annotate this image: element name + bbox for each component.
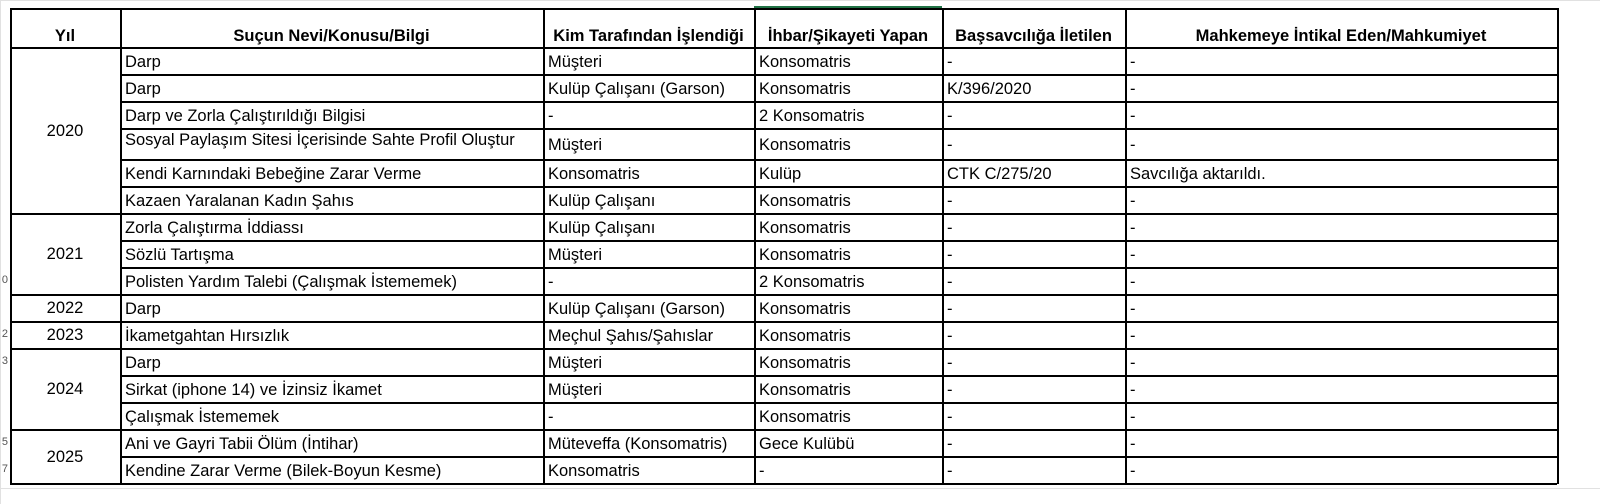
cell-sucun-nevi[interactable]: Çalışmak İstememek (125, 408, 280, 426)
cell-bassavcilik[interactable]: - (947, 136, 953, 154)
cell-mahkeme[interactable]: Savcılığa aktarıldı. (1130, 165, 1266, 183)
gridline (0, 0, 1, 504)
cell-ihbar[interactable]: Konsomatris (759, 192, 851, 210)
cell-sucun-nevi[interactable]: Darp (125, 80, 161, 98)
cell-ihbar[interactable]: Kulüp (759, 165, 802, 183)
column-border (1125, 8, 1127, 484)
cell-ihbar[interactable]: Konsomatris (759, 53, 851, 71)
header-bottom-border (10, 47, 1557, 49)
column-border (754, 8, 756, 484)
cell-bassavcilik[interactable]: - (947, 192, 953, 210)
row-border (120, 483, 1557, 485)
cell-bassavcilik[interactable]: - (947, 327, 953, 345)
cell-ihbar[interactable]: Konsomatris (759, 408, 851, 426)
column-border (10, 8, 12, 484)
header-kim-tarafindan[interactable]: Kim Tarafından İşlendiği (553, 27, 744, 45)
cell-kim[interactable]: Kulüp Çalışanı (Garson) (548, 300, 725, 318)
year-cell[interactable]: 2021 (46, 245, 84, 263)
year-border (10, 483, 120, 485)
header-ihbar[interactable]: İhbar/Şikayeti Yapan (767, 27, 929, 45)
cell-sucun-nevi[interactable]: Darp (125, 300, 161, 318)
cell-ihbar[interactable]: 2 Konsomatris (759, 107, 865, 125)
cell-kim[interactable]: Müşteri (548, 246, 603, 264)
cell-bassavcilik[interactable]: CTK C/275/20 (947, 165, 1052, 183)
cell-bassavcilik[interactable]: - (947, 273, 953, 291)
header-sucun-nevi[interactable]: Suçun Nevi/Konusu/Bilgi (233, 27, 430, 45)
cell-ihbar[interactable]: Konsomatris (759, 300, 851, 318)
cell-sucun-nevi[interactable]: Sosyal Paylaşım Sitesi İçerisinde Sahte Profil Oluştur (125, 131, 515, 149)
cell-mahkeme[interactable]: - (1130, 219, 1136, 237)
cell-mahkeme[interactable]: - (1130, 435, 1136, 453)
row-number: 3 (1, 355, 8, 367)
cell-kim[interactable]: Müşteri (548, 53, 603, 71)
cell-kim[interactable]: - (548, 408, 554, 426)
gridline (0, 488, 1600, 489)
cell-sucun-nevi[interactable]: Kendi Karnındaki Bebeğine Zarar Verme (125, 165, 422, 183)
cell-sucun-nevi[interactable]: Polisten Yardım Talebi (Çalışmak İstememek) (125, 273, 457, 291)
cell-kim[interactable]: Konsomatris (548, 462, 640, 480)
cell-bassavcilik[interactable]: - (947, 300, 953, 318)
cell-bassavcilik[interactable]: - (947, 462, 953, 480)
cell-ihbar[interactable]: Konsomatris (759, 381, 851, 399)
cell-bassavcilik[interactable]: - (947, 246, 953, 264)
column-border (120, 8, 122, 484)
row-number: 0 (1, 274, 8, 286)
cell-kim[interactable]: - (548, 107, 554, 125)
cell-mahkeme[interactable]: - (1130, 354, 1136, 372)
cell-sucun-nevi[interactable]: Darp (125, 354, 161, 372)
row-number: 5 (1, 436, 8, 448)
cell-bassavcilik[interactable]: - (947, 219, 953, 237)
cell-mahkeme[interactable]: - (1130, 408, 1136, 426)
cell-bassavcilik[interactable]: - (947, 107, 953, 125)
cell-bassavcilik[interactable]: - (947, 408, 953, 426)
cell-sucun-nevi[interactable]: İkametgahtan Hırsızlık (125, 327, 290, 345)
cell-sucun-nevi[interactable]: Kazaen Yaralanan Kadın Şahıs (125, 192, 354, 210)
cell-bassavcilik[interactable]: - (947, 435, 953, 453)
cell-sucun-nevi[interactable]: Sözlü Tartışma (125, 246, 234, 264)
column-border (543, 8, 545, 484)
row-number: 7 (1, 463, 8, 475)
column-border (942, 8, 944, 484)
header-yil[interactable]: Yıl (54, 27, 76, 45)
cell-bassavcilik[interactable]: - (947, 354, 953, 372)
cell-kim[interactable]: Meçhul Şahıs/Şahıslar (548, 327, 714, 345)
year-cell[interactable]: 2025 (46, 448, 84, 466)
cell-ihbar[interactable]: Gece Kulübü (759, 435, 855, 453)
cell-ihbar[interactable]: 2 Konsomatris (759, 273, 865, 291)
column-border (1557, 8, 1559, 484)
cell-bassavcilik[interactable]: - (947, 381, 953, 399)
cell-mahkeme[interactable]: - (1130, 80, 1136, 98)
header-mahkemeye[interactable]: Mahkemeye İntikal Eden/Mahkumiyet (1195, 27, 1487, 45)
year-cell[interactable]: 2023 (46, 326, 84, 344)
cell-bassavcilik[interactable]: K/396/2020 (947, 80, 1032, 98)
year-cell[interactable]: 2022 (46, 299, 84, 317)
cell-mahkeme[interactable]: - (1130, 107, 1136, 125)
gridline (0, 0, 1600, 1)
cell-mahkeme[interactable]: - (1130, 327, 1136, 345)
cell-kim[interactable]: Kulüp Çalışanı (Garson) (548, 80, 725, 98)
cell-kim[interactable]: Müşteri (548, 354, 603, 372)
cell-mahkeme[interactable]: - (1130, 273, 1136, 291)
cell-kim[interactable]: Kulüp Çalışanı (548, 219, 656, 237)
cell-mahkeme[interactable]: - (1130, 136, 1136, 154)
cell-mahkeme[interactable]: - (1130, 192, 1136, 210)
year-cell[interactable]: 2024 (46, 380, 84, 398)
cell-sucun-nevi[interactable]: Ani ve Gayri Tabii Ölüm (İntihar) (125, 435, 359, 453)
cell-bassavcilik[interactable]: - (947, 53, 953, 71)
cell-mahkeme[interactable]: - (1130, 381, 1136, 399)
year-cell[interactable]: 2020 (46, 122, 84, 140)
cell-kim[interactable]: Müteveffa (Konsomatris) (548, 435, 728, 453)
cell-mahkeme[interactable]: - (1130, 462, 1136, 480)
cell-kim[interactable]: - (548, 273, 554, 291)
cell-sucun-nevi[interactable]: Darp ve Zorla Çalıştırıldığı Bilgisi (125, 107, 366, 125)
cell-ihbar[interactable]: Konsomatris (759, 219, 851, 237)
cell-mahkeme[interactable]: - (1130, 300, 1136, 318)
cell-kim[interactable]: Müşteri (548, 136, 603, 154)
cell-ihbar[interactable]: - (759, 462, 765, 480)
cell-ihbar[interactable]: Konsomatris (759, 80, 851, 98)
cell-kim[interactable]: Müşteri (548, 381, 603, 399)
cell-mahkeme[interactable]: - (1130, 53, 1136, 71)
cell-ihbar[interactable]: Konsomatris (759, 354, 851, 372)
cell-sucun-nevi[interactable]: Kendine Zarar Verme (Bilek-Boyun Kesme) (125, 462, 442, 480)
cell-ihbar[interactable]: Konsomatris (759, 246, 851, 264)
cell-kim[interactable]: Kulüp Çalışanı (548, 192, 656, 210)
row-number: 2 (1, 328, 8, 340)
header-top-border (10, 8, 1557, 10)
cell-ihbar[interactable]: Konsomatris (759, 136, 851, 154)
cell-sucun-nevi[interactable]: Zorla Çalıştırma İddiassı (125, 219, 304, 237)
cell-kim[interactable]: Konsomatris (548, 165, 640, 183)
selected-column-indicator (754, 6, 942, 8)
header-bassavciliga[interactable]: Başsavcılığa İletilen (955, 27, 1112, 45)
cell-mahkeme[interactable]: - (1130, 246, 1136, 264)
cell-ihbar[interactable]: Konsomatris (759, 327, 851, 345)
cell-sucun-nevi[interactable]: Darp (125, 53, 161, 71)
cell-sucun-nevi[interactable]: Sirkat (iphone 14) ve İzinsiz İkamet (125, 381, 382, 399)
